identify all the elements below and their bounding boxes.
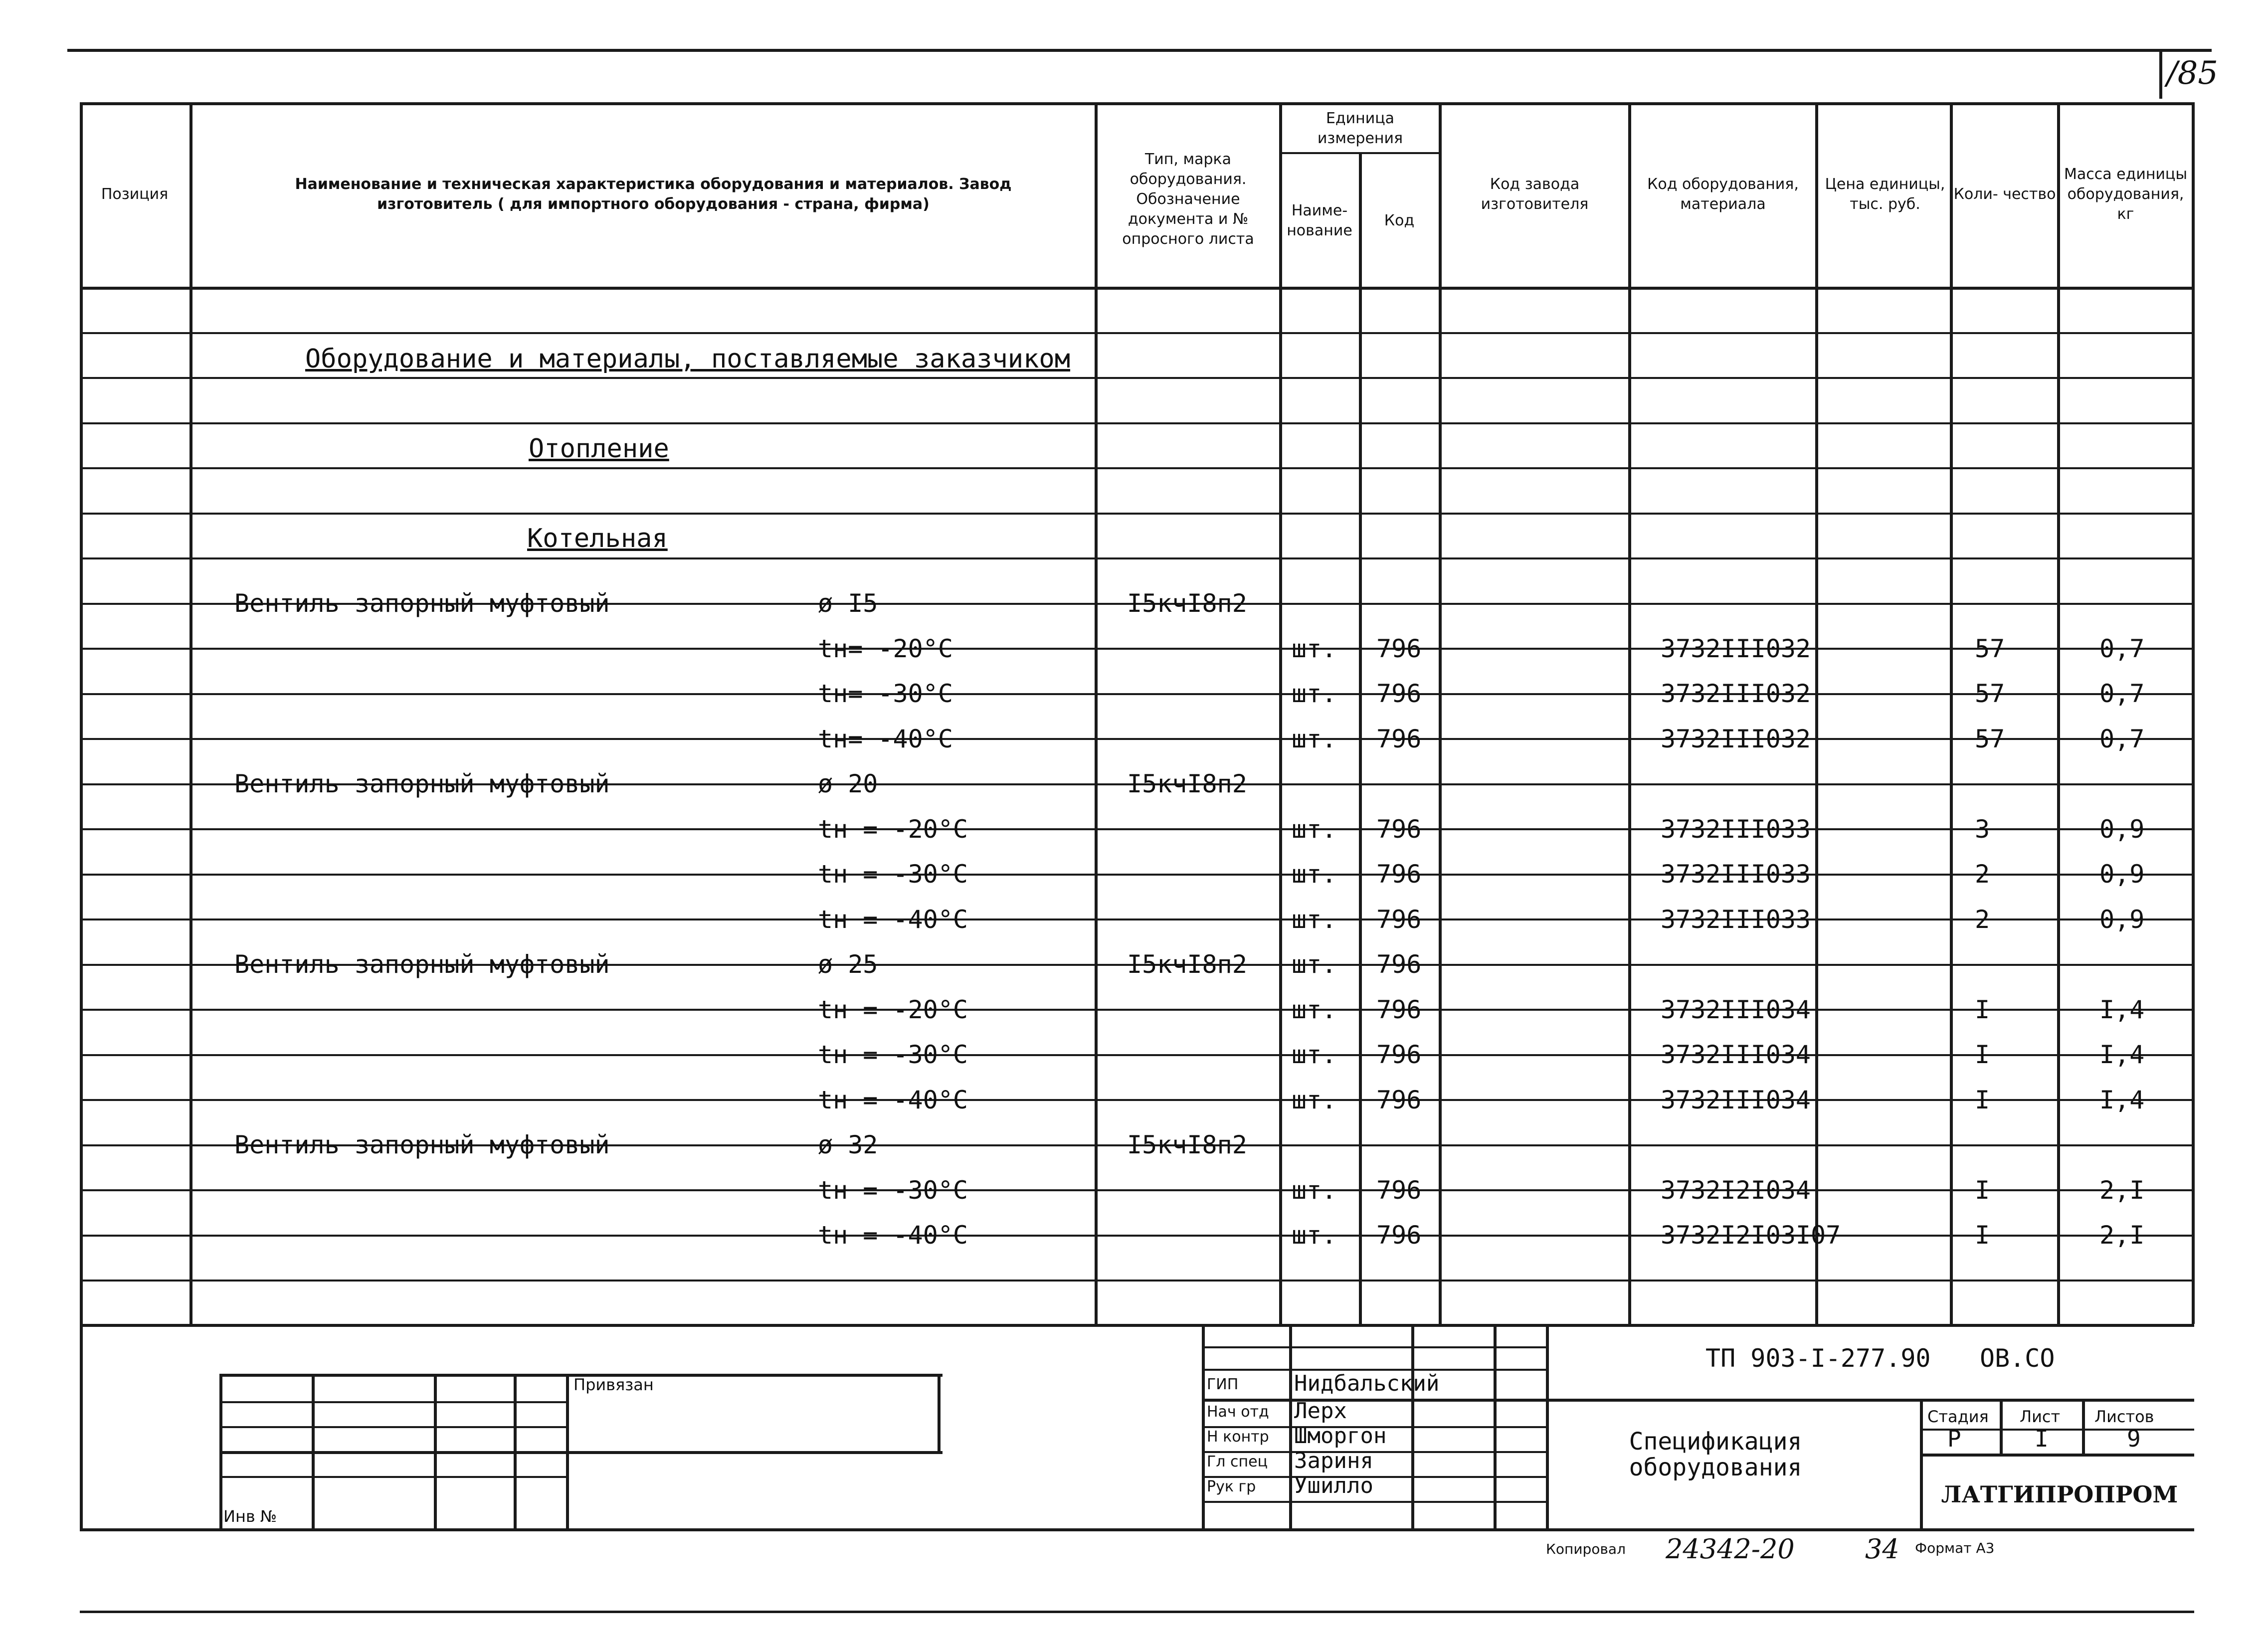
row-unit: шт. [1292,860,1337,889]
row-spec: tн = -20°C [818,815,968,844]
row-quantity: 3 [1975,815,1990,844]
row-spec: tн= -40°C [818,725,953,753]
section-title-boiler: Котельная [527,524,668,553]
row-mass: 0,7 [2099,634,2145,663]
row-mass: I,4 [2099,995,2145,1024]
row-spec: tн = -30°C [818,1176,968,1205]
attach-col [938,1374,941,1451]
attach-col [219,1374,222,1528]
row-line [80,1009,2194,1011]
row-unit: шт. [1292,725,1337,753]
row-equipment-code: 3732III032 [1661,634,1811,663]
sign-person-name: Зариня [1294,1448,1373,1473]
row-equipment-code: 3732III032 [1661,725,1811,753]
sign-person-name: Нидбальский [1294,1371,1440,1396]
header-type: Тип, марка оборудования. Обозначение документа и № опросного листа [1122,151,1254,248]
row-equipment-code: 3732III032 [1661,679,1811,708]
row-unit: шт. [1292,995,1337,1024]
row-quantity: 57 [1975,725,2005,753]
sign-person-name: Шморгон [1294,1423,1387,1449]
row-unit-code: 796 [1376,950,1422,979]
row-mass: 0,9 [2099,815,2145,844]
order-number: 24342-20 [1666,1533,1795,1565]
row-unit: шт. [1292,634,1337,663]
sheet-value: I [2035,1425,2049,1452]
attach-line [219,1451,943,1454]
row-name: Вентиль запорный муфтовый [234,950,610,979]
sheet-label: Лист [2020,1407,2061,1426]
row-name: Вентиль запорный муфтовый [234,1130,610,1159]
row-quantity: 2 [1975,905,1990,934]
row-unit-code: 796 [1376,679,1422,708]
row-mass: 2,I [2099,1221,2145,1250]
attach-col [434,1374,437,1528]
row-spec: ø I5 [818,589,878,618]
row-unit-code: 796 [1376,815,1422,844]
row-mass: I,4 [2099,1086,2145,1114]
row-spec: tн = -30°C [818,860,968,889]
page-number: 34 [1865,1533,1899,1565]
section-title-supplied: Оборудование и материалы, поставляемые заказчиком [305,344,1071,374]
row-unit: шт. [1292,950,1337,979]
top-border [67,49,2212,52]
row-line [80,467,2194,469]
col-line [1815,102,1818,1324]
row-spec: ø 20 [818,769,878,798]
row-spec: tн = -40°C [818,1221,968,1250]
stage-line [1920,1454,2194,1457]
row-unit: шт. [1292,905,1337,934]
row-unit: шт. [1292,815,1337,844]
row-unit-code: 796 [1376,1221,1422,1250]
row-equipment-code: 3732III034 [1661,1086,1811,1114]
row-quantity: I [1975,1086,1990,1114]
header-factory-code: Код завода изготовителя [1481,176,1589,213]
section-title-heating: Отопление [529,434,669,464]
sheets-label: Листов [2094,1407,2154,1426]
sign-role: Гл спец [1207,1453,1268,1470]
row-type: I5кчI8п2 [1127,950,1247,979]
row-unit: шт. [1292,1086,1337,1114]
row-equipment-code: 3732I2I034 [1661,1176,1811,1205]
row-unit-code: 796 [1376,905,1422,934]
col-line [189,102,192,1324]
row-quantity: I [1975,1040,1990,1069]
header-quantity: Коли- чество [1953,185,2056,203]
doc-suffix: ОВ.СО [1980,1344,2055,1373]
col-line [80,102,83,1528]
attach-col [566,1374,569,1528]
row-unit: шт. [1292,679,1337,708]
row-spec: tн = -20°C [818,995,968,1024]
sign-role: Рук гр [1207,1478,1256,1495]
header-position: Позиция [101,185,169,203]
row-line [80,377,2194,379]
sign-role: Н контр [1207,1428,1269,1446]
stage-col [1920,1399,1923,1528]
sign-row [1202,1346,1546,1348]
sign-col [1546,1324,1549,1528]
row-unit-code: 796 [1376,1086,1422,1114]
inv-label: Инв № [223,1507,277,1526]
header-mass: Масса единицы оборудования, кг [2064,166,2188,223]
row-unit: шт. [1292,1176,1337,1205]
row-equipment-code: 3732III034 [1661,995,1811,1024]
row-quantity: 57 [1975,679,2005,708]
stage-label: Стадия [1927,1407,1989,1426]
row-unit-code: 796 [1376,1040,1422,1069]
row-mass: 0,7 [2099,725,2145,753]
sign-row [1202,1501,1546,1503]
row-unit-code: 796 [1376,725,1422,753]
row-mass: 2,I [2099,1176,2145,1205]
sign-role: Нач отд [1207,1403,1269,1421]
row-quantity: I [1975,1221,1990,1250]
attached-label: Привязан [573,1375,654,1394]
row-mass: 0,9 [2099,905,2145,934]
row-spec: tн = -40°C [818,1086,968,1114]
bottom-border [80,1611,2194,1613]
stage-col [2082,1399,2085,1454]
row-spec: ø 32 [818,1130,878,1159]
unit-group-divider [1279,152,1439,154]
header-unit-code: Код [1384,211,1415,229]
doc-code: ТП 903-I-277.90 [1705,1344,1931,1373]
row-name: Вентиль запорный муфтовый [234,769,610,798]
row-equipment-code: 3732III034 [1661,1040,1811,1069]
row-spec: tн= -30°C [818,679,953,708]
row-mass: I,4 [2099,1040,2145,1069]
row-unit: шт. [1292,1040,1337,1069]
page-corner-number: /85 [2167,55,2218,92]
copied-label: Копировал [1546,1541,1626,1557]
row-quantity: I [1975,995,1990,1024]
header-equipment-code: Код оборудования, материала [1647,176,1799,213]
attach-col [514,1374,517,1528]
sheets-value: 9 [2127,1425,2141,1452]
row-name: Вентиль запорный муфтовый [234,589,610,618]
organization-name: ЛАТГИПРОПРОМ [1941,1481,2178,1508]
row-quantity: 57 [1975,634,2005,663]
stamp-bottom [80,1528,2194,1531]
format-label: Формат А3 [1915,1540,1995,1556]
row-spec: tн = -40°C [818,905,968,934]
sign-person-name: Ушилло [1294,1473,1373,1498]
corner-tick [2159,49,2162,99]
row-line [80,1235,2194,1237]
row-type: I5кчI8п2 [1127,589,1247,618]
row-line [80,1054,2194,1056]
stage-col [2000,1399,2003,1454]
row-line [80,513,2194,515]
row-line [80,693,2194,695]
row-line [80,648,2194,650]
row-equipment-code: 3732III033 [1661,815,1811,844]
row-line [80,1099,2194,1101]
row-line [80,332,2194,334]
attach-col [312,1374,315,1528]
row-quantity: I [1975,1176,1990,1205]
row-unit-code: 796 [1376,1176,1422,1205]
row-mass: 0,7 [2099,679,2145,708]
row-spec: tн= -20°C [818,634,953,663]
row-equipment-code: 3732III033 [1661,860,1811,889]
row-line [80,1189,2194,1191]
row-line [80,828,2194,830]
sign-role: ГИП [1207,1376,1239,1393]
row-line [80,918,2194,920]
row-spec: tн = -30°C [818,1040,968,1069]
doc-title: Спецификация оборудования [1629,1428,1802,1481]
row-line [80,422,2194,424]
header-name: Наименование и техническая характеристика оборудования и материалов. Завод изготовитель ( для импортного оборудования - страна, фирма) [295,176,1012,213]
row-line [80,874,2194,876]
row-mass: 0,9 [2099,860,2145,889]
header-price: Цена единицы, тыс. руб. [1825,176,1945,213]
row-spec: ø 25 [818,950,878,979]
stamp-top [80,1324,2194,1327]
row-unit-code: 796 [1376,995,1422,1024]
row-line [80,1280,2194,1282]
header-unit-name: Наиме- нование [1287,201,1352,239]
stage-value: Р [1947,1425,1961,1452]
col-line [1095,102,1098,1324]
sign-person-name: Лерх [1294,1398,1347,1424]
header-bottom [80,287,2194,290]
row-unit: шт. [1292,1221,1337,1250]
row-type: I5кчI8п2 [1127,1130,1247,1159]
row-type: I5кчI8п2 [1127,769,1247,798]
col-line [2192,102,2195,1324]
sign-row [1202,1399,2194,1402]
row-line [80,557,2194,559]
row-unit-code: 796 [1376,860,1422,889]
row-quantity: 2 [1975,860,1990,889]
row-line [80,738,2194,740]
row-equipment-code: 3732I2I03I07 [1661,1221,1841,1250]
header-unit-group: Единица измерения [1317,109,1403,147]
row-equipment-code: 3732III033 [1661,905,1811,934]
row-unit-code: 796 [1376,634,1422,663]
